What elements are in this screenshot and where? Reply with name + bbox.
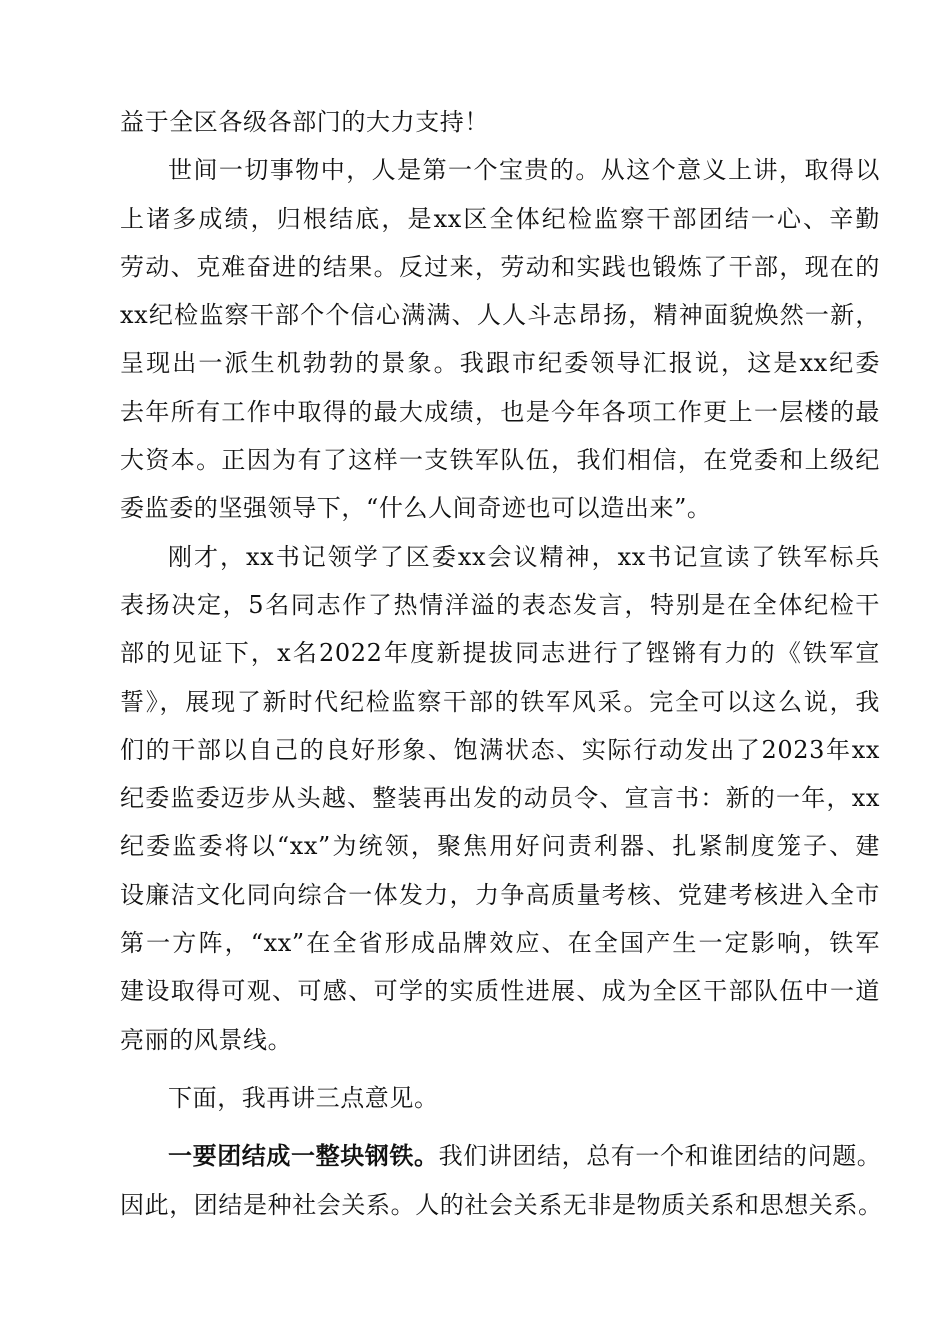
text-line: 委监委的坚强领导下，“什么人间奇迹也可以造出来”。 <box>120 494 712 523</box>
text-line: 亮丽的风景线。 <box>120 1025 293 1054</box>
paragraph-gap <box>120 1064 880 1074</box>
text-line: 纪委监委将以“xx”为统领，聚焦用好问责利器、扎紧制度笼子、建 <box>120 832 880 861</box>
document-body <box>120 98 883 1229</box>
text-line: 纪委监委迈步从头越、整装再出发的动员令、宣言书：新的一年，xx <box>120 784 880 813</box>
text-line: xx纪检监察干部个个信心满满、人人斗志昂扬，精神面貌焕然一新， <box>120 301 880 330</box>
text-line: 部的见证下，x名2022年度新提拔同志进行了铿锵有力的《铁军宣 <box>120 639 880 668</box>
text-line: 们的干部以自己的良好形象、饱满状态、实际行动发出了2023年xx <box>120 735 880 764</box>
text-line: 建设取得可观、可感、可学的实质性进展、成为全区干部队伍中一道 <box>120 977 880 1006</box>
paragraph-gap <box>120 1122 880 1132</box>
text-line: 益于全区各级各部门的大力支持！ <box>120 108 489 136</box>
text-line: 表扬决定，5名同志作了热情洋溢的表态发言，特别是在全体纪检干 <box>120 590 880 619</box>
paragraph-first-line: 世间一切事物中，人是第一个宝贵的。从这个意义上讲，取得以 <box>168 156 880 185</box>
text-line: 因此，团结是种社会关系。人的社会关系无非是物质关系和思想关系。 <box>120 1190 883 1219</box>
text-line: 设廉洁文化同向综合一体发力，力争高质量考核、党建考核进入全市 <box>120 880 880 909</box>
text-line: 劳动、克难奋进的结果。反过来，劳动和实践也锻炼了干部，现在的 <box>120 252 880 281</box>
paragraph-first-line: 下面，我再讲三点意见。 <box>168 1083 439 1112</box>
text-line: 第一方阵，“xx”在全省形成品牌效应、在全国产生一定影响，铁军 <box>120 929 880 958</box>
text-line: 大资本。正因为有了这样一支铁军队伍，我们相信，在党委和上级纪 <box>120 446 880 475</box>
paragraph-first-line: 刚才，xx书记领学了区委xx会议精神，xx书记宣读了铁军标兵 <box>168 542 880 571</box>
paragraph-first-line <box>120 1132 880 1180</box>
text-line: 上诸多成绩，归根结底，是xx区全体纪检监察干部团结一心、辛勤 <box>120 204 880 233</box>
text-line: 誓》，展现了新时代纪检监察干部的铁军风采。完全可以这么说，我 <box>120 687 880 716</box>
text-line: 呈现出一派生机勃勃的景象。我跟市纪委领导汇报说，这是xx纪委 <box>120 349 880 378</box>
text-line: 去年所有工作中取得的最大成绩，也是今年各项工作更上一层楼的最 <box>120 397 880 426</box>
text-run: 我们讲团结，总有一个和谁团结的问题。 <box>438 1142 882 1171</box>
section-heading: 一要团结成一整块钢铁。 <box>168 1141 439 1171</box>
